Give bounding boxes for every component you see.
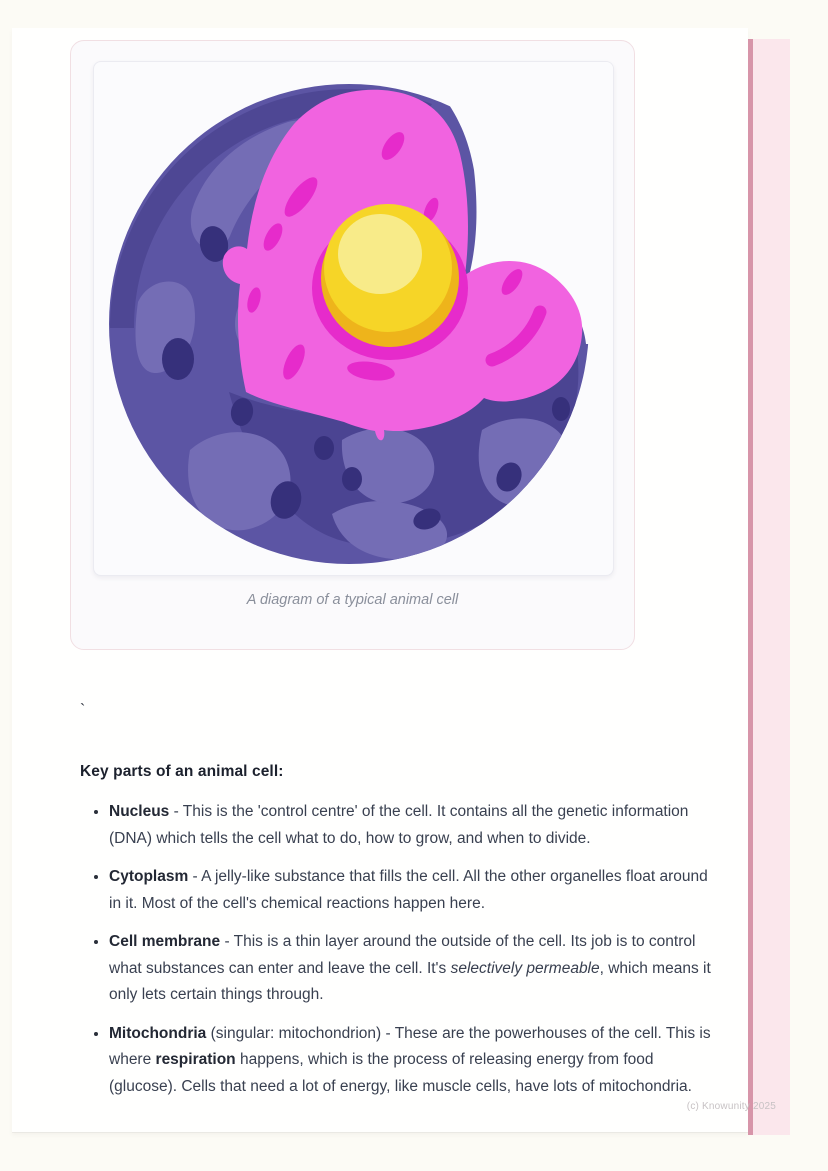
page-edge-strip xyxy=(748,39,790,1135)
list-item: • Mitochondria (singular: mitochondrion) - These are the powerhouses of the cell. This is where respiration happens, which is the process of releasing energy from food (glucose). Cells that need a lot of energy, like muscle cells, have lots of mitochondria. xyxy=(109,1020,711,1101)
list-item: • Nucleus - This is the 'control centre' of the cell. It contains all the genetic information (DNA) which tells the cell what to do, how to grow, and when to divide. xyxy=(109,798,711,852)
list-item: • Cytoplasm - A jelly-like substance that fills the cell. All the other organelles float around in it. Most of the cell's chemical reactions happen here. xyxy=(109,863,711,917)
cell-image-panel xyxy=(93,61,614,576)
stray-backtick-mark: ` xyxy=(80,702,86,719)
content-sheet xyxy=(12,28,748,1132)
animal-cell-illustration xyxy=(94,62,613,575)
key-parts-list xyxy=(80,798,711,1111)
section-heading: Key parts of an animal cell: xyxy=(80,763,284,780)
figure-card xyxy=(70,40,635,650)
list-item: • Cell membrane - This is a thin layer around the outside of the cell. Its job is to control what substances can enter and leave the cell. It's selectively permeable, which means it only lets certain things through. xyxy=(109,928,711,1009)
watermark-text: (c) Knowunity 2025 xyxy=(686,1101,776,1112)
figure-caption: A diagram of a typical animal cell xyxy=(246,592,459,608)
